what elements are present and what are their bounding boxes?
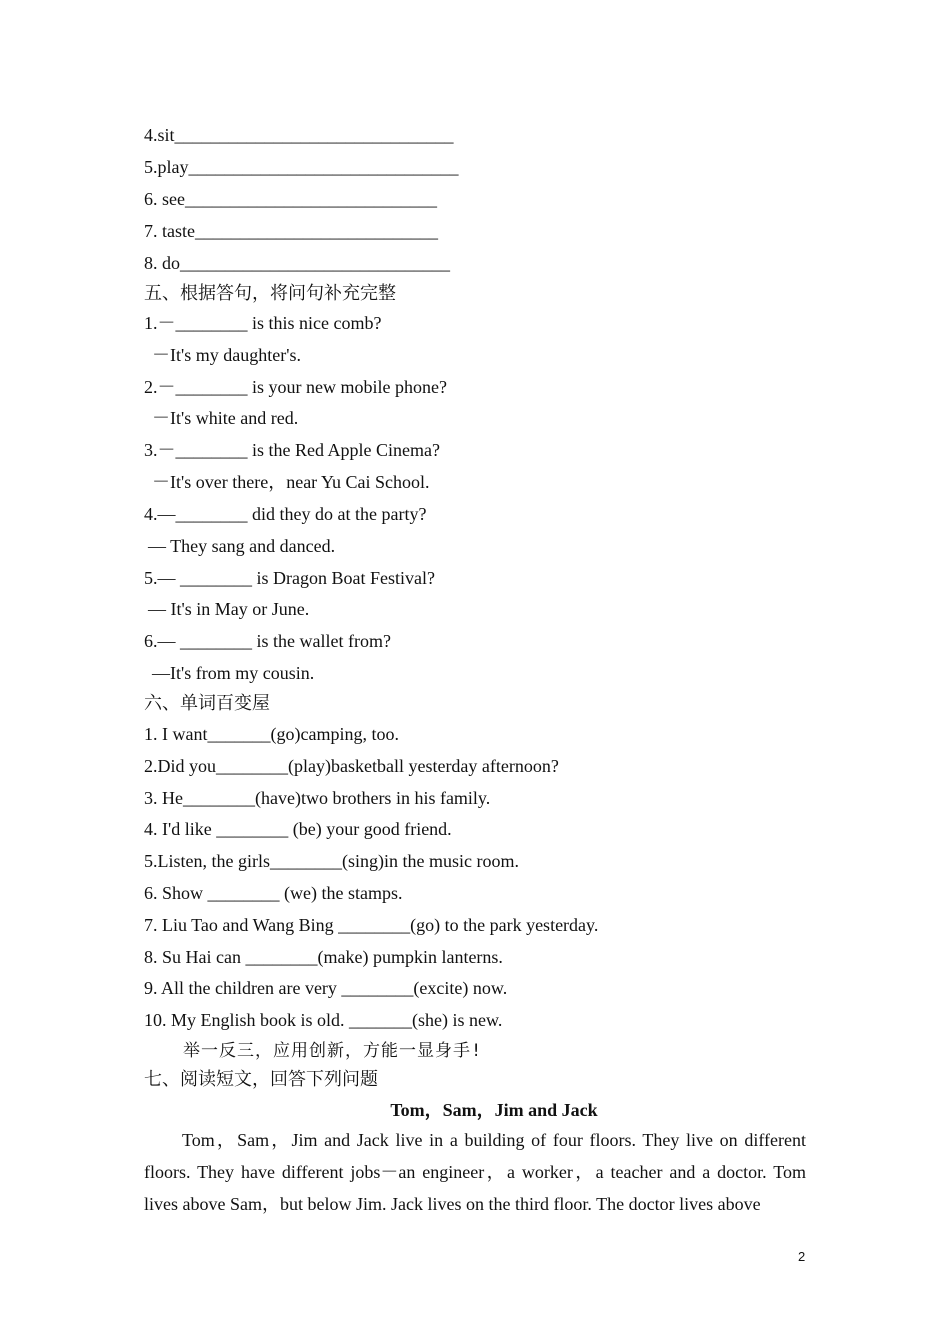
- section5-answer-6: —It's from my cousin.: [152, 663, 315, 683]
- section5-question-1: 1.－________ is this nice comb?: [144, 313, 382, 333]
- section6-item-6: 6. Show ________ (we) the stamps.: [144, 883, 403, 903]
- section5-question-5: 5.— ________ is Dragon Boat Festival?: [144, 568, 435, 588]
- section5-answer-5: — It's in May or June.: [148, 599, 310, 619]
- section6-item-7: 7. Liu Tao and Wang Bing ________(go) to the park yesterday.: [144, 915, 599, 935]
- section6-item-2: 2.Did you________(play)basketball yesterday afternoon?: [144, 756, 559, 776]
- passage-title: Tom，Sam，Jim and Jack: [390, 1100, 598, 1120]
- section5-heading: 五、根据答句，将问句补充完整: [144, 283, 396, 304]
- section6-item-8: 8. Su Hai can ________(make) pumpkin lanterns.: [144, 947, 503, 967]
- section5-answer-1: －It's my daughter's.: [152, 345, 301, 365]
- section6-item-5: 5.Listen, the girls________(sing)in the music room.: [144, 851, 519, 871]
- section6-item-3: 3. He________(have)two brothers in his family.: [144, 788, 491, 808]
- section5-question-2: 2.－________ is your new mobile phone?: [144, 377, 447, 397]
- section6-item-4: 4. I'd like ________ (be) your good friend.: [144, 819, 452, 839]
- section6-motto: 举一反三，应用创新，方能一显身手!: [183, 1041, 483, 1061]
- passage-paragraph: Tom，Sam，Jim and Jack live in a building of four floors. They live on different floors. They have different jobs－an engineer，a worker，a teacher and a doctor. Tom lives above Sam，but below Jim. Jack lives on the third floor. The doctor lives above: [144, 1130, 806, 1214]
- section4-item-8: 8. do______________________________: [144, 253, 450, 273]
- section4-item-4: 4.sit_______________________________: [144, 125, 454, 145]
- section4-item-6: 6. see____________________________: [144, 189, 437, 209]
- section6-item-1: 1. I want_______(go)camping, too.: [144, 724, 399, 744]
- section5-question-6: 6.— ________ is the wallet from?: [144, 631, 391, 651]
- section6-heading: 六、单词百变屋: [144, 693, 270, 714]
- section5-question-3: 3.－________ is the Red Apple Cinema?: [144, 440, 440, 460]
- section5-answer-4: — They sang and danced.: [148, 536, 336, 556]
- section5-question-4: 4.—________ did they do at the party?: [144, 504, 427, 524]
- section5-answer-3: －It's over there，near Yu Cai School.: [152, 472, 430, 492]
- section4-item-5: 5.play______________________________: [144, 157, 459, 177]
- page-number: 2: [798, 1249, 806, 1264]
- section6-item-10: 10. My English book is old. _______(she) is new.: [144, 1010, 503, 1030]
- section5-answer-2: －It's white and red.: [152, 408, 299, 428]
- section6-item-9: 9. All the children are very ________(excite) now.: [144, 978, 508, 998]
- section7-heading: 七、阅读短文，回答下列问题: [144, 1069, 378, 1090]
- section4-item-7: 7. taste___________________________: [144, 221, 438, 241]
